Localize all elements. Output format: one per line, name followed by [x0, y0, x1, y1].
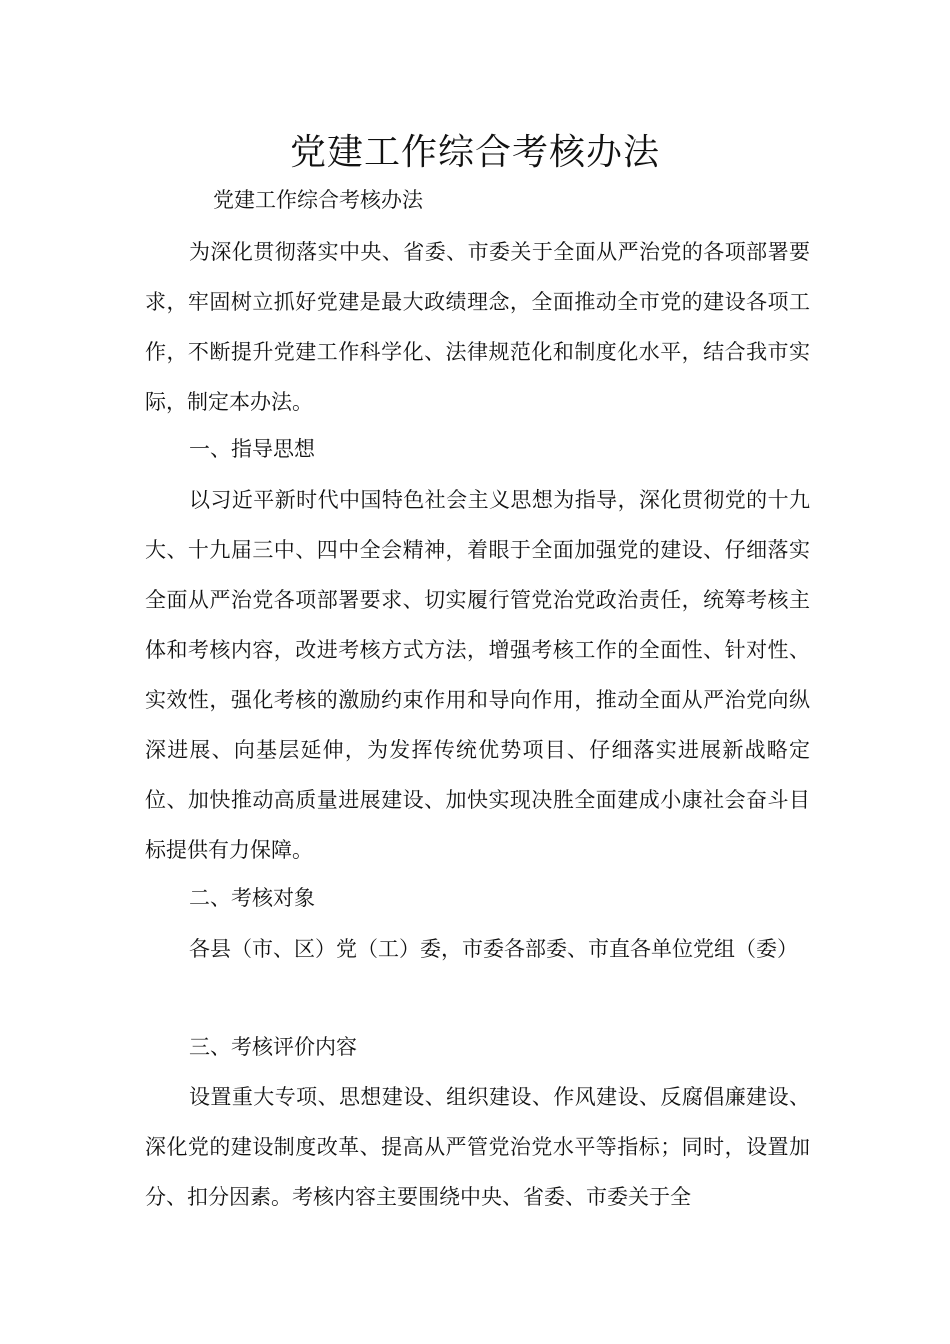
- section-heading-assessment-targets: 二、考核对象: [189, 886, 315, 910]
- section-heading-guiding-thought: 一、指导思想: [189, 437, 315, 461]
- section-body-assessment-content: 设置重大专项、思想建设、组织建设、作风建设、反腐倡廉建设、深化党的建设制度改革、提高从严管党治党水平等指标；同时，设置加分、扣分因素。考核内容主要围绕中央、省委、市委关于全: [145, 1085, 810, 1209]
- section-heading-assessment-content: 三、考核评价内容: [189, 1035, 357, 1059]
- document-subtitle: 党建工作综合考核办法: [213, 188, 423, 212]
- section-body-guiding-thought: 以习近平新时代中国特色社会主义思想为指导，深化贯彻党的十九大、十九届三中、四中全会精神，着眼于全面加强党的建设、仔细落实全面从严治党各项部署要求、切实履行管党治党政治责任，统筹考核主体和考核内容，改进考核方式方法，增强考核工作的全面性、针对性、实效性，强化考核的激励约束作用和导向作用，推动全面从严治党向纵深进展、向基层延伸，为发挥传统优势项目、仔细落实进展新战略定位、加快推动高质量进展建设、加快实现决胜全面建成小康社会奋斗目标提供有力保障。: [145, 488, 810, 862]
- intro-paragraph: 为深化贯彻落实中央、省委、市委关于全面从严治党的各项部署要求，牢固树立抓好党建是最大政绩理念，全面推动全市党的建设各项工作，不断提升党建工作科学化、法律规范化和制度化水平，结合我市实际，制定本办法。: [145, 240, 810, 414]
- section-body-assessment-targets: 各县（市、区）党（工）委，市委各部委、市直各单位党组（委）: [189, 937, 798, 961]
- document-title: 党建工作综合考核办法: [289, 132, 660, 173]
